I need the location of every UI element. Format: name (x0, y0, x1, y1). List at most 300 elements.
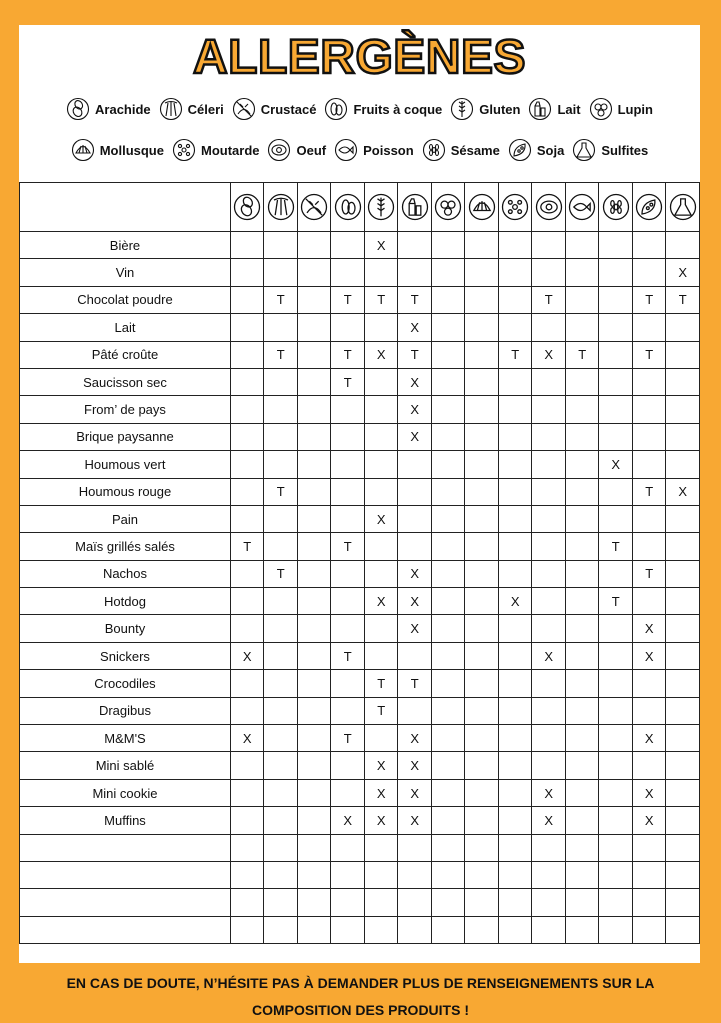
legend-item-crustacean (232, 97, 317, 121)
allergen-mark-cell (599, 560, 633, 587)
allergen-mark-cell (297, 314, 331, 341)
allergen-mark-cell (331, 232, 365, 259)
allergen-mark-cell (364, 423, 398, 450)
allergen-mark-cell (331, 752, 365, 779)
allergen-mark-cell (498, 314, 532, 341)
allergen-mark-cell (498, 615, 532, 642)
allergen-mark-cell (465, 341, 499, 368)
allergen-mark-cell (532, 834, 566, 861)
allergen-mark-cell (666, 451, 700, 478)
allergen-mark-cell (230, 588, 264, 615)
allergen-mark-cell (364, 560, 398, 587)
legend-item-egg (267, 138, 326, 162)
table-row (20, 368, 700, 395)
allergen-mark-cell (431, 725, 465, 752)
table-row (20, 560, 700, 587)
table-row (20, 314, 700, 341)
peanut-icon (66, 97, 90, 121)
crustacean-icon (232, 97, 256, 121)
allergen-mark-cell (465, 642, 499, 669)
allergen-mark-cell (364, 478, 398, 505)
allergen-mark-cell (532, 259, 566, 286)
allergen-mark-cell: X (398, 423, 432, 450)
allergen-mark-cell (465, 232, 499, 259)
allergen-mark-cell (364, 533, 398, 560)
allergen-mark-cell: X (532, 341, 566, 368)
allergen-mark-cell (331, 451, 365, 478)
allergen-mark-cell: X (398, 396, 432, 423)
allergen-mark-cell (565, 861, 599, 888)
soy-icon (633, 193, 666, 221)
allergen-mark-cell (264, 232, 298, 259)
allergen-mark-cell (297, 725, 331, 752)
allergen-mark-cell (666, 615, 700, 642)
allergen-mark-cell (599, 861, 633, 888)
allergen-mark-cell (666, 889, 700, 916)
allergen-mark-cell (532, 697, 566, 724)
allergen-mark-cell (297, 588, 331, 615)
allergen-mark-cell (532, 752, 566, 779)
allergen-mark-cell: X (398, 779, 432, 806)
allergen-mark-cell (230, 615, 264, 642)
allergen-mark-cell (498, 451, 532, 478)
wheat-icon (365, 193, 398, 221)
allergen-mark-cell (465, 423, 499, 450)
table-row (20, 286, 700, 313)
table-row (20, 505, 700, 532)
allergen-mark-cell (297, 642, 331, 669)
allergen-mark-cell: X (364, 588, 398, 615)
crustacean-icon (298, 193, 331, 221)
allergen-mark-cell (498, 642, 532, 669)
allergen-mark-cell (465, 807, 499, 834)
allergen-mark-cell (599, 752, 633, 779)
allergen-mark-cell (565, 451, 599, 478)
allergen-mark-cell (431, 314, 465, 341)
allergen-mark-cell (632, 861, 666, 888)
allergen-mark-cell (498, 368, 532, 395)
header-blank-cell (20, 183, 231, 232)
allergen-mark-cell (565, 368, 599, 395)
allergen-mark-cell: T (398, 670, 432, 697)
allergen-mark-cell (565, 423, 599, 450)
egg-icon (267, 138, 291, 162)
allergen-mark-cell (532, 916, 566, 943)
table-row (20, 697, 700, 724)
allergen-mark-cell (632, 533, 666, 560)
allergen-mark-cell: X (632, 725, 666, 752)
allergen-mark-cell: T (264, 560, 298, 587)
allergen-mark-cell (264, 505, 298, 532)
allergen-mark-cell (230, 560, 264, 587)
allergen-mark-cell (498, 889, 532, 916)
legend-label: Oeuf (296, 142, 327, 158)
allergen-mark-cell (599, 889, 633, 916)
allergen-mark-cell (599, 368, 633, 395)
allergen-mark-cell (599, 505, 633, 532)
allergen-mark-cell (465, 396, 499, 423)
legend-label: Lupin (617, 101, 653, 117)
allergen-mark-cell: T (632, 341, 666, 368)
allergen-mark-cell (331, 861, 365, 888)
product-name-cell: Houmous rouge (20, 478, 231, 505)
allergen-mark-cell (398, 642, 432, 669)
legend-item-milk (528, 97, 580, 121)
allergen-mark-cell: T (632, 478, 666, 505)
legend-item-soy (508, 138, 564, 162)
allergen-mark-cell: X (666, 478, 700, 505)
allergen-mark-cell (264, 314, 298, 341)
allergen-mark-cell: X (364, 232, 398, 259)
table-row (20, 834, 700, 861)
allergen-mark-cell (230, 423, 264, 450)
allergen-mark-cell (230, 478, 264, 505)
allergen-mark-cell (465, 779, 499, 806)
product-name-cell: Saucisson sec (20, 368, 231, 395)
allergen-mark-cell (264, 834, 298, 861)
table-row (20, 670, 700, 697)
allergen-mark-cell: X (666, 259, 700, 286)
allergen-mark-cell (666, 670, 700, 697)
product-name-cell: Muffins (20, 807, 231, 834)
column-header-wheat (364, 183, 398, 232)
allergen-mark-cell (666, 314, 700, 341)
allergen-mark-cell (498, 286, 532, 313)
allergen-mark-cell: T (532, 286, 566, 313)
allergen-mark-cell (264, 615, 298, 642)
allergen-mark-cell (599, 478, 633, 505)
table-row (20, 533, 700, 560)
allergen-mark-cell (666, 752, 700, 779)
allergen-mark-cell: T (331, 341, 365, 368)
column-header-sulfite (666, 183, 700, 232)
allergen-mark-cell (230, 861, 264, 888)
allergen-mark-cell (364, 725, 398, 752)
shell-icon (465, 193, 498, 221)
egg-icon (532, 193, 565, 221)
allergen-mark-cell (264, 533, 298, 560)
product-name-cell: Brique paysanne (20, 423, 231, 450)
legend-label: Mollusque (99, 142, 164, 158)
allergen-mark-cell (398, 834, 432, 861)
column-header-sesame (599, 183, 633, 232)
allergen-mark-cell (297, 834, 331, 861)
allergen-mark-cell (297, 396, 331, 423)
allergen-mark-cell (297, 341, 331, 368)
legend-item-fish (334, 138, 414, 162)
table-row (20, 478, 700, 505)
sesame-icon (599, 193, 632, 221)
allergen-mark-cell (297, 259, 331, 286)
allergen-mark-cell (297, 752, 331, 779)
allergen-mark-cell (599, 314, 633, 341)
allergen-mark-cell (599, 341, 633, 368)
allergen-mark-cell: X (599, 451, 633, 478)
allergen-mark-cell (331, 478, 365, 505)
allergen-mark-cell: T (364, 697, 398, 724)
allergen-mark-cell (431, 368, 465, 395)
allergen-mark-cell (264, 368, 298, 395)
allergen-mark-cell (465, 478, 499, 505)
allergen-mark-cell (331, 779, 365, 806)
allergen-mark-cell (465, 451, 499, 478)
allergen-mark-cell (398, 478, 432, 505)
legend-item-nut (324, 97, 442, 121)
allergen-mark-cell (465, 670, 499, 697)
allergen-mark-cell: X (398, 615, 432, 642)
allergen-mark-cell (599, 779, 633, 806)
allergen-mark-cell (364, 889, 398, 916)
allergen-mark-cell (632, 752, 666, 779)
allergen-mark-cell (565, 396, 599, 423)
allergen-mark-cell: X (398, 314, 432, 341)
allergen-mark-cell (532, 560, 566, 587)
column-header-milk (398, 183, 432, 232)
allergen-mark-cell (264, 725, 298, 752)
allergen-mark-cell (565, 752, 599, 779)
allergen-mark-cell (498, 259, 532, 286)
allergen-mark-cell (230, 341, 264, 368)
allergen-mark-cell: X (532, 807, 566, 834)
legend-label: Fruits à coque (353, 101, 443, 117)
product-name-cell: From’ de pays (20, 396, 231, 423)
allergen-mark-cell (465, 697, 499, 724)
allergen-mark-cell (465, 889, 499, 916)
legend-item-sesame (422, 138, 500, 162)
allergen-mark-cell (331, 423, 365, 450)
allergen-mark-cell (498, 725, 532, 752)
allergen-mark-cell (431, 861, 465, 888)
allergen-mark-cell (532, 588, 566, 615)
allergen-mark-cell: T (364, 286, 398, 313)
allergen-mark-cell: T (264, 341, 298, 368)
allergen-mark-cell (632, 834, 666, 861)
allergen-mark-cell (398, 259, 432, 286)
page-title: ALLERGÈNES (192, 31, 527, 84)
allergen-mark-cell (666, 834, 700, 861)
allergen-mark-cell (431, 259, 465, 286)
allergen-mark-cell (532, 861, 566, 888)
allergen-mark-cell (465, 259, 499, 286)
allergen-mark-cell (565, 259, 599, 286)
legend-label: Soja (536, 142, 565, 158)
allergen-mark-cell: X (398, 752, 432, 779)
allergen-mark-cell (331, 560, 365, 587)
allergen-mark-cell: X (398, 588, 432, 615)
footer-notice-line-1: EN CAS DE DOUTE, N’HÉSITE PAS À DEMANDER PLUS DE RENSEIGNEMENTS SUR LA (66, 975, 655, 991)
allergen-mark-cell (666, 505, 700, 532)
product-name-cell: Vin (20, 259, 231, 286)
allergen-mark-cell (599, 916, 633, 943)
allergen-mark-cell (364, 314, 398, 341)
allergen-mark-cell (666, 916, 700, 943)
legend-label: Sésame (450, 142, 500, 158)
allergen-mark-cell (230, 286, 264, 313)
product-name-cell: Hotdog (20, 588, 231, 615)
allergen-mark-cell (666, 341, 700, 368)
allergen-mark-cell (498, 560, 532, 587)
allergen-mark-cell (398, 916, 432, 943)
allergen-mark-cell (431, 341, 465, 368)
footer-notice-line-2: COMPOSITION DES PRODUITS ! (251, 1002, 469, 1018)
allergen-mark-cell: T (398, 341, 432, 368)
table-row (20, 451, 700, 478)
allergen-mark-cell (666, 396, 700, 423)
table-row (20, 752, 700, 779)
milk-icon (398, 193, 431, 221)
allergen-mark-cell (565, 588, 599, 615)
product-name-cell: Nachos (20, 560, 231, 587)
sesame-icon (422, 138, 446, 162)
allergen-mark-cell (532, 478, 566, 505)
table-row (20, 232, 700, 259)
allergen-mark-cell (632, 588, 666, 615)
table-row (20, 889, 700, 916)
allergen-mark-cell (599, 396, 633, 423)
allergen-mark-cell (431, 642, 465, 669)
milk-icon (528, 97, 552, 121)
peanut-icon (231, 193, 264, 221)
legend-item-wheat (450, 97, 520, 121)
column-header-mustard (498, 183, 532, 232)
allergen-mark-cell (297, 779, 331, 806)
legend-label: Sulfites (601, 142, 649, 158)
soy-icon (508, 138, 532, 162)
allergen-mark-cell (331, 889, 365, 916)
allergen-mark-cell (666, 533, 700, 560)
allergen-mark-cell (532, 533, 566, 560)
allergen-mark-cell (331, 588, 365, 615)
table-row (20, 642, 700, 669)
allergen-mark-cell (666, 588, 700, 615)
allergen-mark-cell (297, 916, 331, 943)
allergen-mark-cell (465, 286, 499, 313)
allergen-mark-cell (331, 697, 365, 724)
allergen-mark-cell (498, 752, 532, 779)
allergen-mark-cell (666, 232, 700, 259)
column-header-egg (532, 183, 566, 232)
allergen-mark-cell (666, 423, 700, 450)
allergen-mark-cell (431, 807, 465, 834)
allergen-mark-cell (632, 451, 666, 478)
column-header-peanut (230, 183, 264, 232)
allergen-mark-cell: T (331, 286, 365, 313)
allergen-sheet (19, 25, 700, 963)
allergen-mark-cell (498, 670, 532, 697)
allergen-mark-cell (230, 368, 264, 395)
allergen-mark-cell (364, 368, 398, 395)
mustard-icon (499, 193, 532, 221)
allergen-mark-cell: T (331, 533, 365, 560)
allergen-mark-cell (431, 670, 465, 697)
allergen-mark-cell: X (532, 779, 566, 806)
allergen-mark-cell (264, 697, 298, 724)
allergen-mark-cell (297, 670, 331, 697)
allergen-mark-cell (666, 725, 700, 752)
allergen-mark-cell (666, 642, 700, 669)
allergen-mark-cell (532, 423, 566, 450)
allergen-mark-cell (331, 670, 365, 697)
allergen-mark-cell (465, 916, 499, 943)
legend-label: Arachide (95, 101, 151, 117)
allergen-mark-cell (565, 834, 599, 861)
allergen-mark-cell (230, 779, 264, 806)
allergen-mark-cell (264, 861, 298, 888)
product-name-cell: Bière (20, 232, 231, 259)
allergen-mark-cell (565, 779, 599, 806)
allergen-mark-cell (632, 423, 666, 450)
allergen-mark-cell: X (498, 588, 532, 615)
allergen-mark-cell (331, 505, 365, 532)
allergen-mark-cell (599, 642, 633, 669)
allergen-mark-cell (264, 889, 298, 916)
allergen-mark-cell (599, 423, 633, 450)
allergen-mark-cell (230, 889, 264, 916)
allergen-mark-cell (431, 779, 465, 806)
product-name-cell: Lait (20, 314, 231, 341)
allergen-mark-cell (599, 834, 633, 861)
allergen-mark-cell (599, 807, 633, 834)
allergen-mark-cell: X (364, 807, 398, 834)
allergen-mark-cell (465, 725, 499, 752)
allergen-mark-cell (431, 916, 465, 943)
allergen-mark-cell (565, 642, 599, 669)
allergen-mark-cell (230, 807, 264, 834)
allergen-mark-cell (666, 368, 700, 395)
table-row (20, 807, 700, 834)
allergen-mark-cell: X (364, 752, 398, 779)
allergen-mark-cell (431, 752, 465, 779)
allergen-mark-cell (565, 505, 599, 532)
allergen-mark-cell: T (498, 341, 532, 368)
allergen-mark-cell (364, 861, 398, 888)
product-name-cell (20, 861, 231, 888)
allergen-mark-cell (297, 889, 331, 916)
allergen-mark-cell (431, 478, 465, 505)
allergen-mark-cell (632, 889, 666, 916)
allergen-mark-cell (465, 560, 499, 587)
allergen-mark-cell: X (364, 505, 398, 532)
nut-icon (324, 97, 348, 121)
allergen-mark-cell (565, 314, 599, 341)
allergen-mark-cell (666, 697, 700, 724)
allergen-mark-cell (331, 916, 365, 943)
allergen-mark-cell (398, 232, 432, 259)
allergen-mark-cell (498, 916, 532, 943)
allergen-mark-cell (532, 615, 566, 642)
column-header-crustacean (297, 183, 331, 232)
allergen-mark-cell (632, 396, 666, 423)
allergen-mark-cell (599, 670, 633, 697)
allergen-mark-cell (431, 588, 465, 615)
allergen-mark-cell (230, 505, 264, 532)
allergen-mark-cell: T (599, 588, 633, 615)
table-row (20, 725, 700, 752)
allergen-mark-cell (297, 807, 331, 834)
allergen-mark-cell (532, 505, 566, 532)
allergen-mark-cell (498, 533, 532, 560)
allergen-mark-cell (498, 697, 532, 724)
allergen-mark-cell (364, 396, 398, 423)
fish-icon (566, 193, 599, 221)
legend-item-celery (159, 97, 224, 121)
allergen-mark-cell: T (364, 670, 398, 697)
allergen-mark-cell (565, 697, 599, 724)
allergen-mark-cell: X (632, 615, 666, 642)
allergen-mark-cell: X (230, 725, 264, 752)
allergen-mark-cell: T (632, 560, 666, 587)
allergen-mark-cell (632, 259, 666, 286)
